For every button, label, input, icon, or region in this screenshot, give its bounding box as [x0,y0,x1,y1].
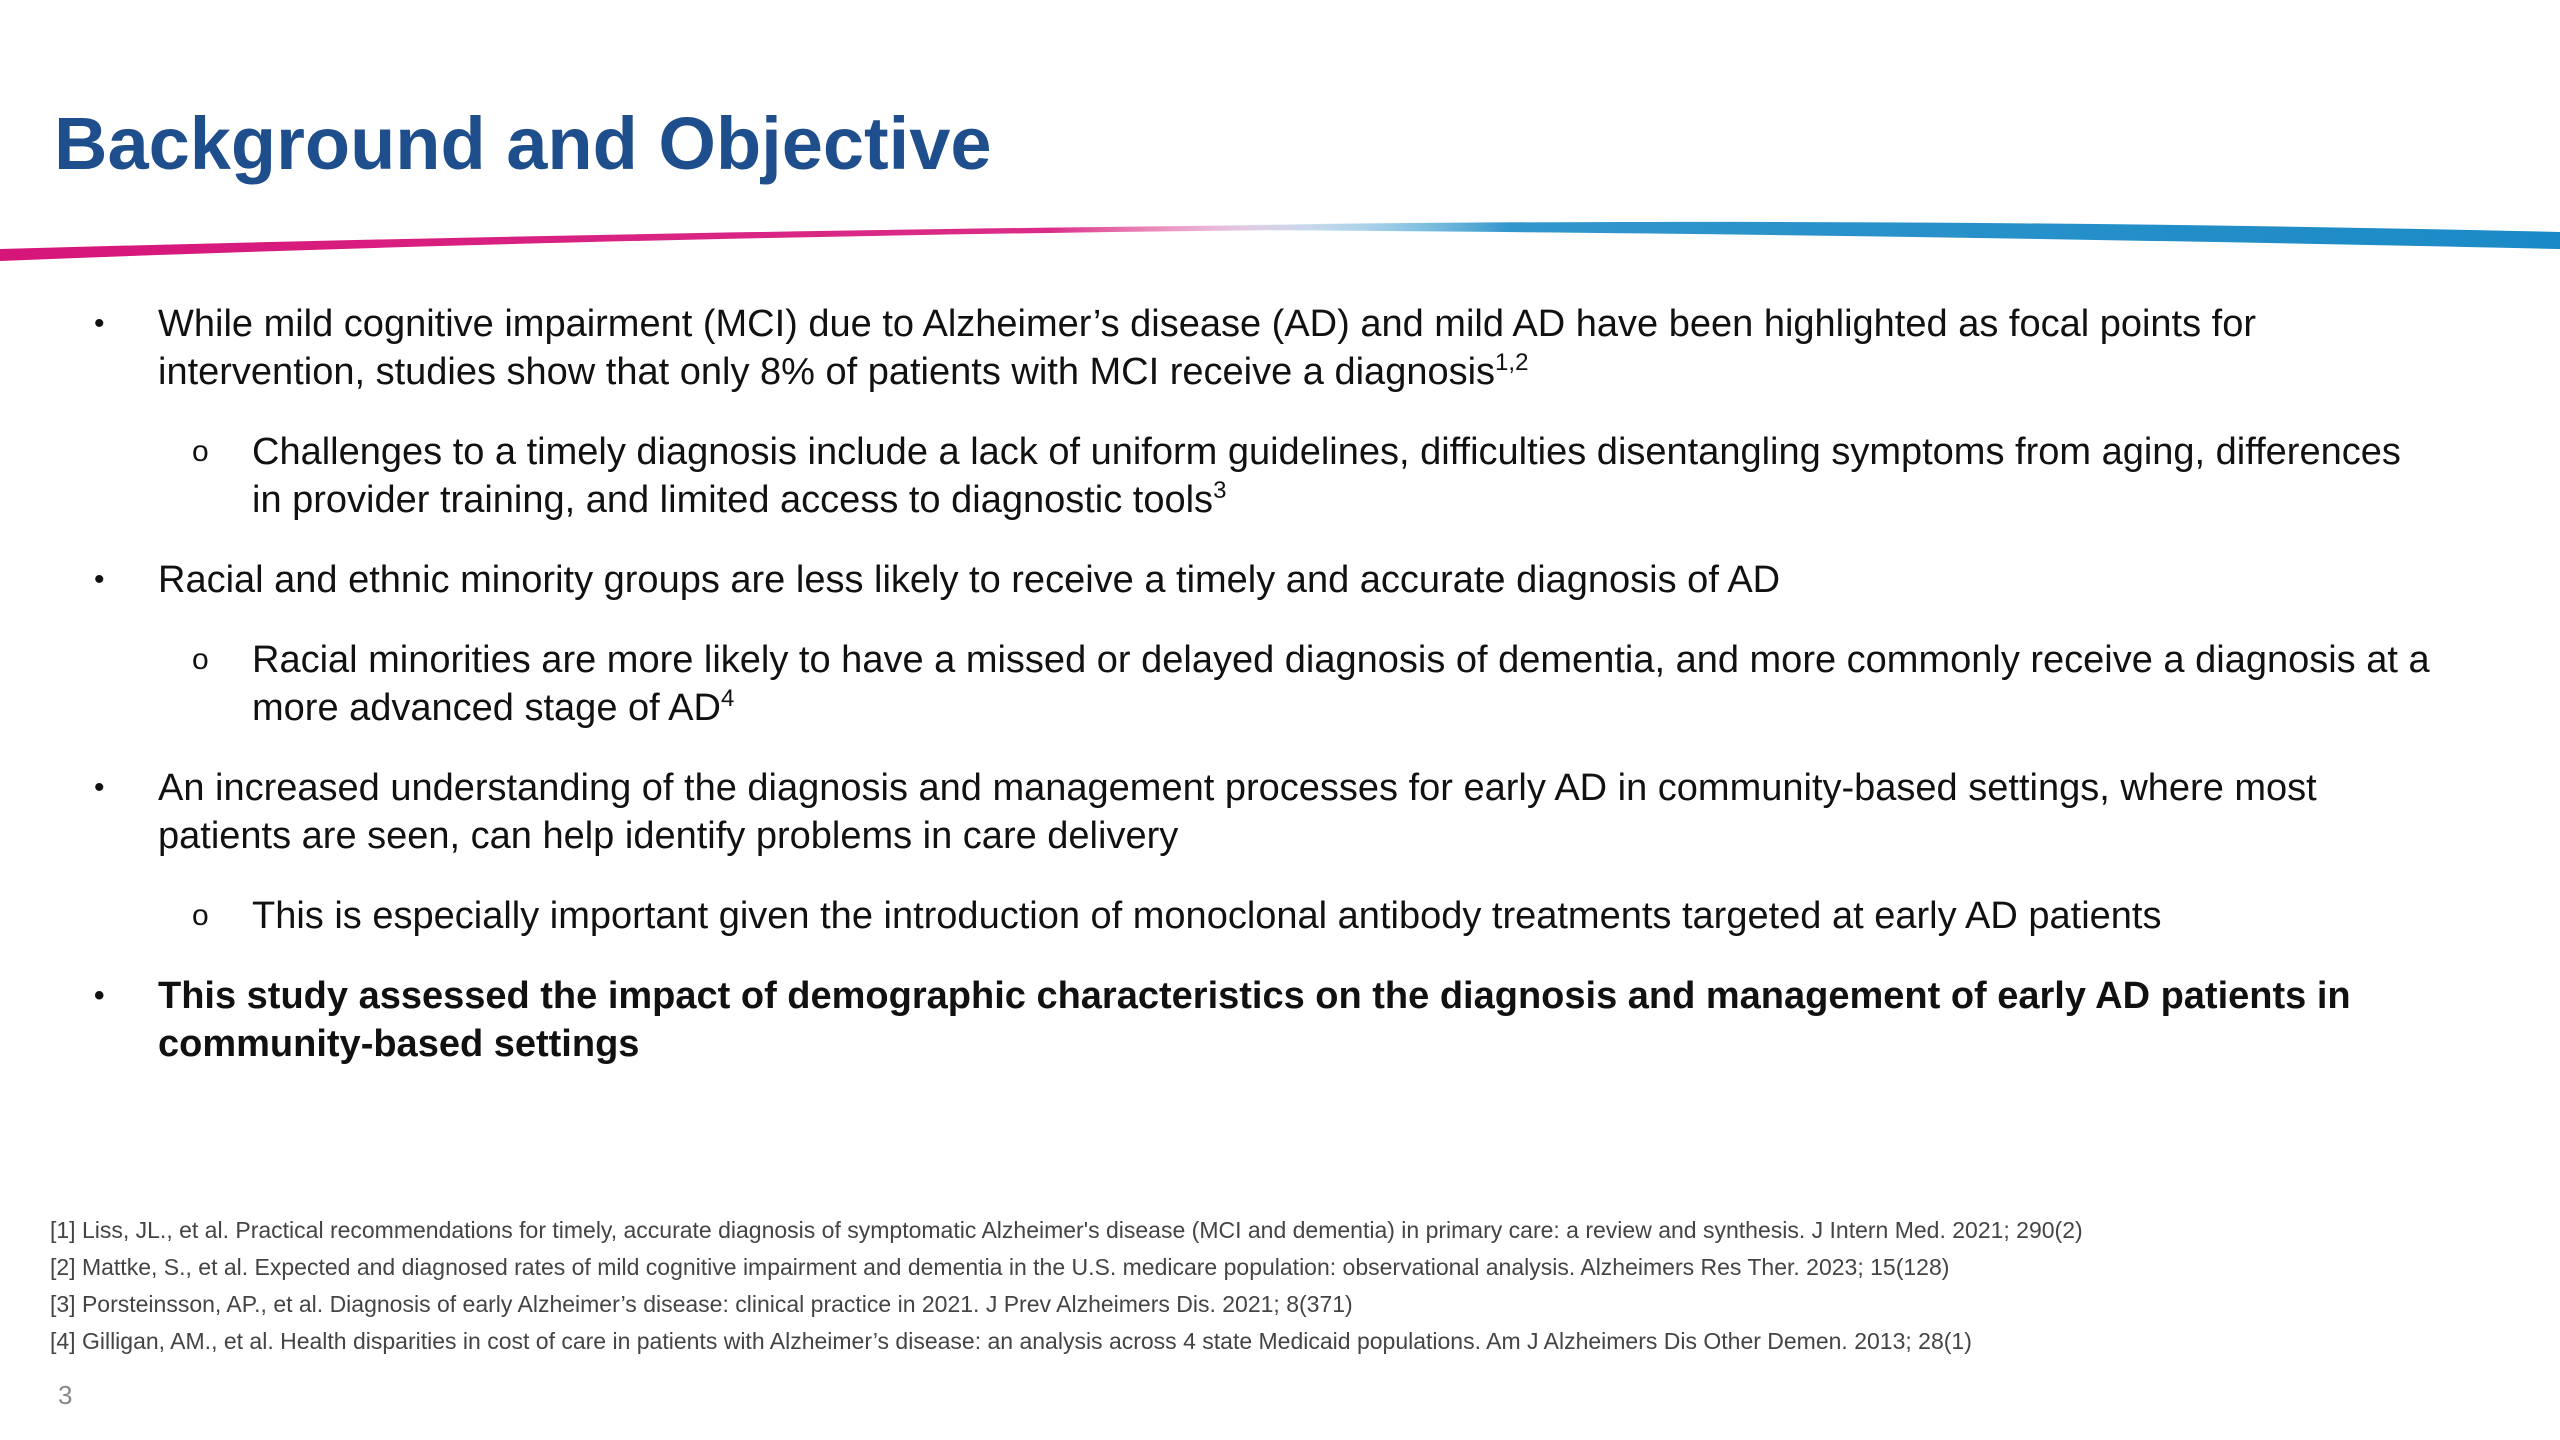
bullet-dot: • [94,307,105,340]
bullet-text: Challenges to a timely diagnosis include a lack of uniform guidelines, difficulties disentangling symptoms from aging, differences in provider training, and limited access to diagnostic tools [252,431,2401,521]
citation: 1,2 [1495,349,1529,376]
sub-bullet-circle: o [192,435,209,468]
bullet-dot: • [94,563,105,596]
swoosh-blue [1160,222,2560,249]
reference-item: [1] Liss, JL., et al. Practical recommendations for timely, accurate diagnosis of symptomatic Alzheimer's disease (MCI and dementia) in primary care: a review and synthesis. J Intern Med. 2021; 290(2) [50,1217,2083,1243]
reference-item: [4] Gilligan, AM., et al. Health disparities in cost of care in patients with Alzheimer’s disease: an analysis across 4 state Medicaid populations. Am J Alzheimers Dis Other Demen. 2013; 28(1) [50,1328,1972,1354]
bullet-text: Racial and ethnic minority groups are less likely to receive a timely and accurate diagnosis of AD [158,559,1781,601]
bullet-item [90,764,2430,860]
citation: 3 [1213,477,1227,504]
sub-bullet-item [90,636,2430,732]
references [50,1212,2530,1360]
slide-title: Background and Objective [54,102,992,185]
objective-bullet [90,972,2430,1068]
sub-bullet-item [90,428,2430,524]
bullet-text: Racial minorities are more likely to have a missed or delayed diagnosis of dementia, and more commonly receive a diagnosis at a more advanced stage of AD [252,639,2430,729]
sub-bullet-item [90,892,2430,940]
bullet-item [90,300,2430,396]
decorative-swoosh [0,205,2560,275]
page-number: 3 [58,1380,73,1410]
bullet-text: While mild cognitive impairment (MCI) due to Alzheimer’s disease (AD) and mild AD have been highlighted as focal points for intervention, studies show that only 8% of patients with MCI receive a diagnosis [158,303,2257,393]
bullet-text: An increased understanding of the diagnosis and management processes for early AD in community-based settings, where most patients are seen, can help identify problems in care delivery [158,767,2317,857]
reference-item: [2] Mattke, S., et al. Expected and diagnosed rates of mild cognitive impairment and dementia in the U.S. medicare population: observational analysis. Alzheimers Res Ther. 2023; 15(128) [50,1254,1950,1280]
bullet-item [90,556,2430,604]
bullet-text: This is especially important given the introduction of monoclonal antibody treatments targeted at early AD patients [252,895,2162,937]
bullet-text: This study assessed the impact of demographic characteristics on the diagnosis and management of early AD patients in community-based settings [158,975,2351,1065]
sub-bullet-circle: o [192,899,209,932]
sub-bullet-circle: o [192,643,209,676]
bullet-list [90,300,2430,1100]
bullet-dot: • [94,771,105,804]
bullet-dot: • [94,979,105,1012]
citation: 4 [720,685,735,712]
reference-item: [3] Porsteinsson, AP., et al. Diagnosis of early Alzheimer’s disease: clinical practice in 2021. J Prev Alzheimers Dis. 2021; 8(371) [50,1291,1353,1317]
